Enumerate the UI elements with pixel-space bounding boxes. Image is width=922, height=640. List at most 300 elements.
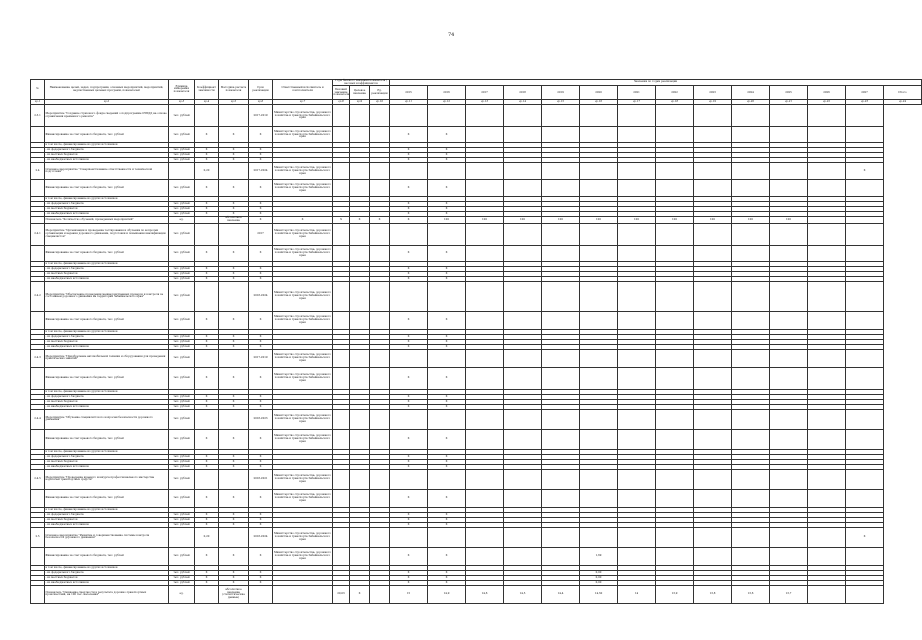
row-value xyxy=(694,527,732,547)
row-unit: тыс. рублей xyxy=(169,127,195,143)
row-value: 13,6 xyxy=(732,585,770,603)
row-value: 14,6 xyxy=(466,585,504,603)
header-year: 2024 xyxy=(732,86,770,100)
row-value xyxy=(390,527,428,547)
row-method: Х xyxy=(219,512,249,517)
row-value xyxy=(656,527,694,547)
row-value xyxy=(428,281,466,311)
row-unit: тыс. рублей xyxy=(169,153,195,158)
row-value xyxy=(580,245,618,261)
table-row xyxy=(31,180,922,197)
table-row xyxy=(31,547,922,565)
row-value xyxy=(808,527,846,547)
row-value xyxy=(846,469,884,489)
row-executor xyxy=(273,585,333,603)
column-number: гр.8 xyxy=(333,100,350,105)
row-period: 2017-2024 xyxy=(249,163,273,180)
row-executor: Министерство строительства, дорожного хозяйства и транспорта Забайкальского края xyxy=(273,527,333,547)
row-value xyxy=(542,281,580,311)
row-method: Х xyxy=(219,266,249,271)
row-value: 14,4 xyxy=(542,585,580,603)
row-name: - из местных бюджетов xyxy=(45,207,169,212)
row-value: Х xyxy=(846,163,884,180)
row-method: Х xyxy=(219,207,249,212)
row-name: - из федерального бюджета xyxy=(45,512,169,517)
row-value: Х xyxy=(390,344,428,349)
row-coef: Х xyxy=(195,334,219,339)
row-unit: тыс. рублей xyxy=(169,276,195,281)
row-unit: тыс. рублей xyxy=(169,570,195,575)
row-value xyxy=(770,489,808,507)
row-value xyxy=(350,527,370,547)
row-value xyxy=(656,223,694,245)
row-value xyxy=(846,547,884,565)
row-number: 2.4.2 xyxy=(31,281,45,311)
row-value xyxy=(732,127,770,143)
column-number: гр.5 xyxy=(219,100,249,105)
row-value xyxy=(656,349,694,367)
row-method xyxy=(219,349,249,367)
row-value xyxy=(370,245,390,261)
row-value xyxy=(808,127,846,143)
row-coef xyxy=(195,281,219,311)
row-method: Х xyxy=(219,459,249,464)
row-unit: тыс. рублей xyxy=(169,459,195,464)
row-value xyxy=(350,245,370,261)
row-value xyxy=(466,105,504,127)
row-number xyxy=(31,311,45,329)
row-value: Х xyxy=(428,212,466,217)
row-value: Х xyxy=(390,339,428,344)
row-value: Х xyxy=(390,454,428,459)
row-period: Х xyxy=(249,575,273,580)
row-executor: Министерство строительства, дорожного хозяйства и транспорта Забайкальского края xyxy=(273,429,333,449)
row-name: Показатель "Количество обучений, проведенных мероприятий" xyxy=(45,217,169,223)
row-method xyxy=(219,105,249,127)
row-period: Х xyxy=(249,394,273,399)
row-value xyxy=(618,245,656,261)
row-name: - из федерального бюджета xyxy=(45,454,169,459)
row-unit: ед. xyxy=(169,585,195,603)
row-unit: тыс. рублей xyxy=(169,367,195,389)
row-value: Х xyxy=(846,527,884,547)
row-executor: Министерство строительства, дорожного хозяйства и транспорта Забайкальского края xyxy=(273,223,333,245)
row-number: 2.4.4 xyxy=(31,409,45,429)
row-executor: Министерство строительства, дорожного хозяйства и транспорта Забайкальского края xyxy=(273,281,333,311)
row-unit: тыс. рублей xyxy=(169,223,195,245)
row-value xyxy=(580,469,618,489)
row-value xyxy=(504,281,542,311)
row-value xyxy=(618,527,656,547)
row-period: Х xyxy=(249,399,273,404)
row-number xyxy=(31,489,45,507)
header-year: 2026 xyxy=(808,86,846,100)
row-value xyxy=(656,311,694,329)
row-value: Х xyxy=(428,580,466,585)
row-value: 100 xyxy=(770,217,808,223)
header-year: 2018 xyxy=(504,86,542,100)
row-value xyxy=(350,281,370,311)
row-value: Х xyxy=(390,148,428,153)
row-period: Х xyxy=(249,522,273,527)
row-method: Х xyxy=(219,367,249,389)
row-method xyxy=(219,469,249,489)
row-method: Х xyxy=(219,158,249,163)
row-value: Х xyxy=(390,158,428,163)
row-value xyxy=(770,367,808,389)
row-value xyxy=(370,163,390,180)
column-number: гр.1 xyxy=(31,100,45,105)
row-value xyxy=(370,547,390,565)
row-value: Х xyxy=(428,454,466,459)
row-value: Х xyxy=(390,404,428,409)
row-method: Х xyxy=(219,522,249,527)
row-value xyxy=(370,367,390,389)
row-method: Х xyxy=(219,399,249,404)
row-executor: Министерство строительства, дорожного хозяйства и транспорта Забайкальского края xyxy=(273,105,333,127)
row-value xyxy=(466,180,504,197)
row-name: Финансирование за счет краевого бюджета, тыс. рублей xyxy=(45,311,169,329)
row-name: Финансирование за счет краевого бюджета, тыс. рублей xyxy=(45,429,169,449)
row-period: Х xyxy=(249,127,273,143)
row-executor: Министерство строительства, дорожного хозяйства и транспорта Забайкальского края xyxy=(273,469,333,489)
row-period xyxy=(249,585,273,603)
row-name: в том числе, финансирование из других источников xyxy=(45,261,169,266)
row-value xyxy=(542,223,580,245)
row-coef: Х xyxy=(195,547,219,565)
row-value xyxy=(504,527,542,547)
row-value xyxy=(370,409,390,429)
row-value xyxy=(770,223,808,245)
column-number: гр.21 xyxy=(770,100,808,105)
row-value xyxy=(656,429,694,449)
row-value xyxy=(350,311,370,329)
table-row xyxy=(31,281,922,311)
row-value xyxy=(504,489,542,507)
row-unit: тыс. рублей xyxy=(169,469,195,489)
row-value xyxy=(504,105,542,127)
row-value xyxy=(808,469,846,489)
row-value xyxy=(618,349,656,367)
row-value xyxy=(732,489,770,507)
row-executor: Министерство строительства, дорожного хозяйства и транспорта Забайкальского края xyxy=(273,311,333,329)
row-period: 2017 xyxy=(249,223,273,245)
row-name: - из федерального бюджета xyxy=(45,394,169,399)
row-value: Х xyxy=(390,489,428,507)
row-name: - из местных бюджетов xyxy=(45,399,169,404)
column-number: гр.7 xyxy=(273,100,333,105)
row-period: 2017-2019 xyxy=(249,349,273,367)
column-number: гр.12 xyxy=(428,100,466,105)
row-executor: Министерство строительства, дорожного хозяйства и транспорта Забайкальского края xyxy=(273,127,333,143)
row-value xyxy=(370,349,390,367)
row-value xyxy=(656,105,694,127)
row-number xyxy=(31,429,45,449)
row-method: Х xyxy=(219,489,249,507)
row-name: - из местных бюджетов xyxy=(45,517,169,522)
row-value xyxy=(350,547,370,565)
header-total: Итого xyxy=(884,86,922,100)
row-name: Финансирование за счет краевого бюджета, тыс. рублей xyxy=(45,127,169,143)
row-unit: тыс. рублей xyxy=(169,311,195,329)
row-period: Х xyxy=(249,212,273,217)
row-value xyxy=(732,349,770,367)
row-value: 20,03 xyxy=(333,585,350,603)
row-value xyxy=(846,585,884,603)
row-method: Х xyxy=(219,271,249,276)
row-value xyxy=(732,281,770,311)
row-coef: Х xyxy=(195,127,219,143)
row-name: - из внебюджетных источников xyxy=(45,344,169,349)
row-unit: тыс. рублей xyxy=(169,212,195,217)
row-coef: Х xyxy=(195,212,219,217)
row-value xyxy=(333,547,350,565)
row-name: - из внебюджетных источников xyxy=(45,158,169,163)
row-value: Х xyxy=(428,158,466,163)
row-value: 13,9 xyxy=(656,585,694,603)
row-number: 2.5 xyxy=(31,527,45,547)
row-value xyxy=(333,105,350,127)
row-executor: Министерство строительства, дорожного хозяйства и транспорта Забайкальского края xyxy=(273,409,333,429)
row-value xyxy=(333,489,350,507)
row-value xyxy=(656,409,694,429)
row-method xyxy=(219,281,249,311)
row-method: Х xyxy=(219,180,249,197)
row-number xyxy=(31,367,45,389)
row-coef: 0,20 xyxy=(195,163,219,180)
row-value: Х xyxy=(428,148,466,153)
column-number: гр.11 xyxy=(390,100,428,105)
row-value: Х xyxy=(428,180,466,197)
header-year: 2027 xyxy=(846,86,884,100)
row-method: Х xyxy=(219,148,249,153)
row-unit: тыс. рублей xyxy=(169,207,195,212)
row-value: Х xyxy=(390,459,428,464)
row-coef: Х xyxy=(195,489,219,507)
row-value xyxy=(770,469,808,489)
row-value xyxy=(350,429,370,449)
row-value: Х xyxy=(428,429,466,449)
row-value: Х xyxy=(428,459,466,464)
row-value xyxy=(770,105,808,127)
row-method: Х xyxy=(219,334,249,339)
row-method: Х xyxy=(219,339,249,344)
row-period: Х xyxy=(249,339,273,344)
row-value xyxy=(618,547,656,565)
column-number: гр.18 xyxy=(656,100,694,105)
row-value: Х xyxy=(390,367,428,389)
row-name: Финансирование за счет краевого бюджета, тыс. рублей xyxy=(45,245,169,261)
row-value: Х xyxy=(390,207,428,212)
row-name: Мероприятие "Организация и проведение тестирования и обучения по вопросам организации и ведения дорожного движения, подготовки и повышения квалификации специалистов" xyxy=(45,223,169,245)
row-value xyxy=(466,409,504,429)
row-value: Х xyxy=(350,585,370,603)
row-value xyxy=(694,127,732,143)
row-value: Х xyxy=(390,512,428,517)
row-value xyxy=(770,180,808,197)
row-period: Х xyxy=(249,404,273,409)
row-value xyxy=(504,127,542,143)
row-value: Х xyxy=(428,522,466,527)
header-year: 2019 xyxy=(542,86,580,100)
row-coef: Х xyxy=(195,459,219,464)
row-value: Х xyxy=(428,311,466,329)
row-value xyxy=(466,547,504,565)
row-value xyxy=(808,429,846,449)
row-value xyxy=(846,223,884,245)
row-unit: тыс. рублей xyxy=(169,575,195,580)
row-name: Финансирование за счет краевого бюджета, тыс. рублей xyxy=(45,547,169,565)
row-unit xyxy=(169,527,195,547)
row-unit: тыс. рублей xyxy=(169,339,195,344)
row-value: Х xyxy=(390,570,428,575)
row-coef: Х xyxy=(195,339,219,344)
table-row xyxy=(31,311,922,329)
column-number: гр.14 xyxy=(504,100,542,105)
row-value xyxy=(350,163,370,180)
row-value: Х xyxy=(390,399,428,404)
row-value xyxy=(504,245,542,261)
row-coef: Х xyxy=(195,464,219,469)
row-value xyxy=(808,281,846,311)
row-method: Х xyxy=(219,570,249,575)
row-value: Х xyxy=(390,575,428,580)
column-number: гр.13 xyxy=(466,100,504,105)
row-coef xyxy=(195,349,219,367)
row-period: Х xyxy=(249,429,273,449)
row-value: Х xyxy=(428,575,466,580)
row-number xyxy=(31,127,45,143)
row-value xyxy=(428,349,466,367)
row-value xyxy=(542,127,580,143)
row-value: Х xyxy=(390,212,428,217)
row-method: Х xyxy=(219,127,249,143)
row-value xyxy=(694,281,732,311)
row-value xyxy=(732,367,770,389)
row-value xyxy=(542,163,580,180)
row-value xyxy=(618,180,656,197)
row-period: 2018-2024 xyxy=(249,281,273,311)
row-value xyxy=(580,127,618,143)
row-period: 2017-2019 xyxy=(249,105,273,127)
row-value xyxy=(694,367,732,389)
row-value xyxy=(580,163,618,180)
row-value: Х xyxy=(428,153,466,158)
row-value xyxy=(846,349,884,367)
row-period: Х xyxy=(249,367,273,389)
row-number: 2.4.1 xyxy=(31,223,45,245)
row-value: Х xyxy=(370,217,390,223)
row-unit: тыс. рублей xyxy=(169,202,195,207)
row-period: Х xyxy=(249,580,273,585)
row-method: Х xyxy=(219,464,249,469)
row-value: Х xyxy=(428,367,466,389)
row-value xyxy=(770,429,808,449)
row-coef: Х xyxy=(195,207,219,212)
row-value xyxy=(580,527,618,547)
row-coef xyxy=(195,469,219,489)
header-year: 2021 xyxy=(618,86,656,100)
row-value xyxy=(732,469,770,489)
row-method: Х xyxy=(219,547,249,565)
row-period: Х xyxy=(249,202,273,207)
row-coef: Х xyxy=(195,311,219,329)
row-coef: Х xyxy=(195,158,219,163)
row-value xyxy=(370,429,390,449)
row-value xyxy=(808,311,846,329)
row-value xyxy=(770,311,808,329)
row-value xyxy=(333,163,350,180)
row-value xyxy=(466,311,504,329)
row-value xyxy=(370,469,390,489)
row-value xyxy=(846,409,884,429)
row-value xyxy=(350,105,370,127)
row-method: Х xyxy=(219,311,249,329)
row-value xyxy=(846,245,884,261)
table-row xyxy=(31,223,922,245)
row-value xyxy=(770,245,808,261)
row-value xyxy=(694,105,732,127)
row-unit: тыс. рублей xyxy=(169,517,195,522)
table-row xyxy=(31,127,922,143)
row-value: Х xyxy=(390,266,428,271)
row-value xyxy=(732,429,770,449)
row-value: 100 xyxy=(732,217,770,223)
table-row xyxy=(31,105,922,127)
row-executor: Министерство строительства, дорожного хозяйства и транспорта Забайкальского края xyxy=(273,367,333,389)
row-value: 100 xyxy=(656,217,694,223)
row-value: 14 xyxy=(618,585,656,603)
row-period: Х xyxy=(249,489,273,507)
table-row xyxy=(31,367,922,389)
row-unit: тыс. рублей xyxy=(169,148,195,153)
row-name: - из местных бюджетов xyxy=(45,271,169,276)
row-value xyxy=(370,281,390,311)
row-unit: тыс. рублей xyxy=(169,454,195,459)
row-name: - из внебюджетных источников xyxy=(45,212,169,217)
row-coef: Х xyxy=(195,404,219,409)
header-base-abs: Целевое значение xyxy=(350,86,370,100)
column-number: гр.24 xyxy=(884,100,922,105)
row-value xyxy=(466,429,504,449)
row-value xyxy=(542,547,580,565)
row-unit: тыс. рублей xyxy=(169,180,195,197)
row-value xyxy=(770,127,808,143)
row-coef: Х xyxy=(195,344,219,349)
row-value: Х xyxy=(390,180,428,197)
row-value: Х xyxy=(428,127,466,143)
row-value: Х xyxy=(428,245,466,261)
row-value: 1,69 xyxy=(580,547,618,565)
row-value xyxy=(656,489,694,507)
row-value xyxy=(504,223,542,245)
row-value xyxy=(466,367,504,389)
row-value xyxy=(504,429,542,449)
row-period: Х xyxy=(249,517,273,522)
row-value xyxy=(808,585,846,603)
row-coef xyxy=(195,409,219,429)
row-method: Х xyxy=(219,344,249,349)
row-value xyxy=(770,349,808,367)
row-unit: тыс. рублей xyxy=(169,512,195,517)
row-coef: 0,20 xyxy=(195,527,219,547)
row-value xyxy=(466,469,504,489)
table-row xyxy=(31,585,922,603)
row-number xyxy=(31,180,45,197)
row-value xyxy=(333,127,350,143)
header-year: 2022 xyxy=(656,86,694,100)
column-number: гр.17 xyxy=(618,100,656,105)
